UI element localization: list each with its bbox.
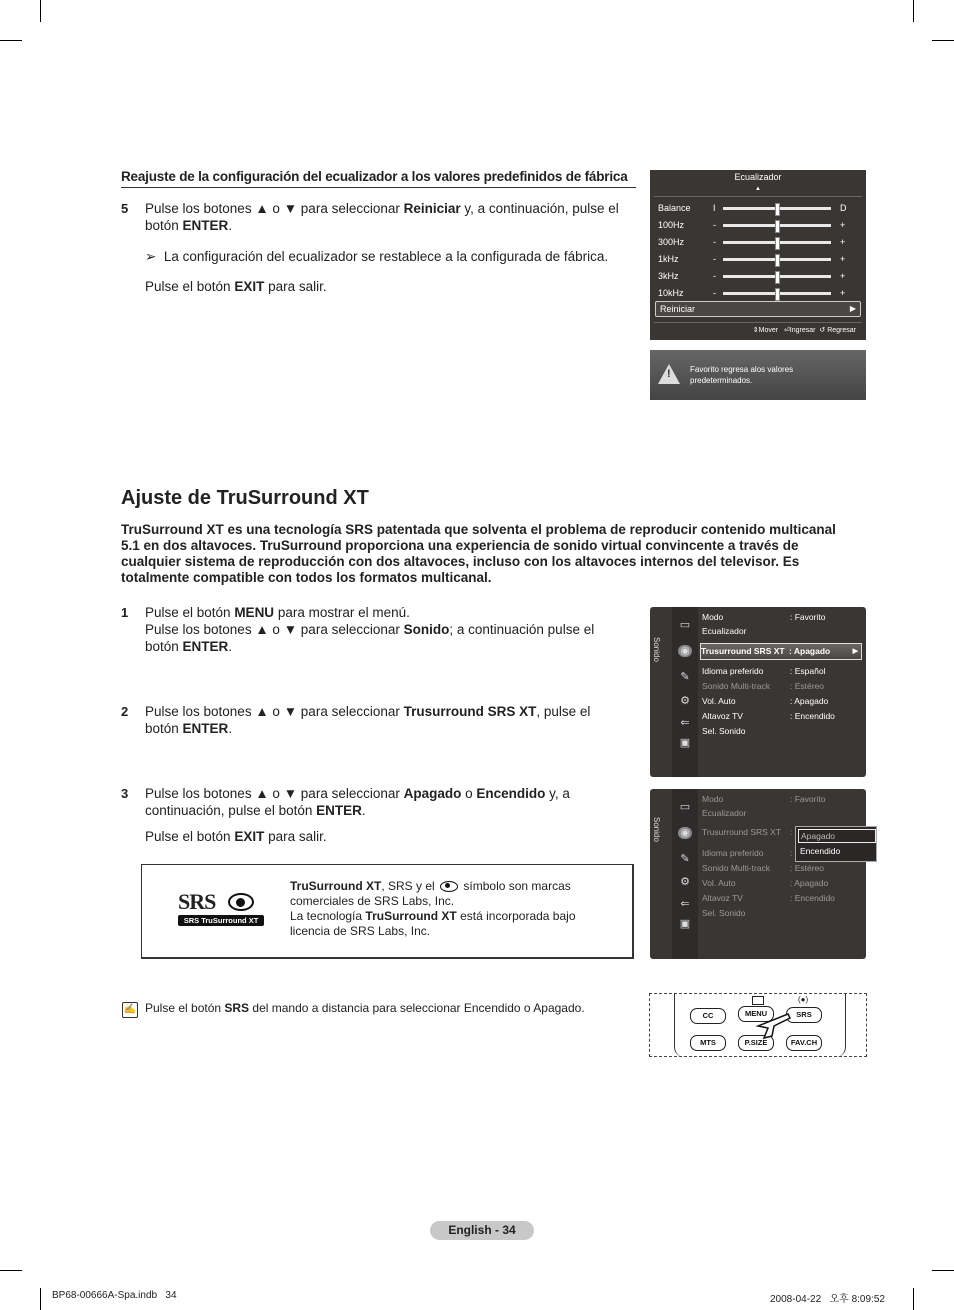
menu-item-label: Trusurround SRS XT: [702, 827, 782, 837]
menu-item-label: Sel. Sonido: [702, 726, 746, 736]
divider: [654, 322, 862, 323]
application-icon: ▣: [679, 737, 691, 749]
menu-item-value: : Apagado: [790, 696, 829, 706]
menu-item-value: : Estéreo: [790, 681, 825, 691]
menu-side-label: Sonido: [652, 637, 661, 662]
input-icon: ⇐: [680, 898, 690, 910]
divider: [654, 196, 862, 197]
menu-item[interactable]: [702, 806, 862, 821]
tip-icon: ✍: [122, 1002, 138, 1018]
menu-item-label: Ecualizador: [702, 808, 747, 818]
crop-mark: [0, 1270, 22, 1271]
menu-item[interactable]: [702, 610, 862, 625]
srs-logo: SRS SRS TruSurround XT: [178, 889, 268, 929]
remote-illustration: [649, 993, 867, 1057]
menu-item[interactable]: [702, 825, 862, 840]
warning-box: ! Favorito regresa alos valores predeterminados.: [650, 350, 866, 400]
eq-label: 3kHz: [658, 271, 679, 281]
eq-minus: -: [713, 288, 716, 298]
menu-item-label: Modo: [702, 794, 724, 804]
sound-menu-panel: [650, 607, 866, 777]
menu-item[interactable]: [700, 643, 862, 660]
exit-text: Pulse el botón EXIT para salir.: [145, 279, 327, 294]
arrow-right-icon: ▶: [852, 648, 858, 655]
eq-row[interactable]: [658, 218, 854, 232]
menu-side-label: Sonido: [652, 817, 661, 842]
eq-row[interactable]: [658, 286, 854, 300]
footer-date: 2008-04-22 오후 8:09:52: [770, 1294, 885, 1305]
srs-symbol-icon: [228, 893, 254, 911]
page-title: Ajuste de TruSurround XT: [121, 487, 369, 509]
menu-item-label: Sel. Sonido: [702, 908, 746, 918]
eq-plus: +: [840, 237, 846, 247]
eq-minus: -: [713, 220, 716, 230]
picture-icon: ▭: [679, 801, 691, 813]
tip-text: Pulse el botón SRS del mando a distancia para seleccionar Encendido o Apagado.: [145, 1001, 585, 1015]
scroll-up-icon: ▲: [755, 186, 761, 192]
section-heading: Reajuste de la configuración del ecualizador a los valores predefinidos de fábrica: [121, 169, 636, 188]
step-number: 5: [121, 201, 129, 216]
step-5-text: Pulse los botones ▲ o ▼ para seleccionar Reiniciar y, a continuación, pulse el botón ENTER.: [145, 201, 619, 233]
setup-icon: ⚙: [680, 695, 690, 707]
favch-button[interactable]: FAV.CH: [786, 1035, 822, 1051]
menu-item-value: : Encendido: [790, 711, 835, 721]
menu-item-label: Modo: [702, 612, 724, 622]
exit-text: Pulse el botón EXIT para salir.: [145, 829, 327, 844]
menu-item-value: : Español: [790, 666, 826, 676]
step-number: 1: [121, 605, 129, 620]
menu-item-label: Altavoz TV: [702, 711, 743, 721]
menu-item-value: : Encendido: [790, 893, 835, 903]
menu-item-value: : Estéreo: [790, 863, 825, 873]
eq-minus: I: [713, 203, 716, 213]
eq-label: Balance: [658, 203, 691, 213]
eq-row[interactable]: [658, 252, 854, 266]
eq-slider-knob[interactable]: [775, 237, 780, 250]
reset-button[interactable]: Reiniciar ▶: [655, 301, 861, 317]
eq-slider-knob[interactable]: [775, 203, 780, 216]
srs-button[interactable]: SRS: [786, 1007, 822, 1023]
crop-mark: [40, 1288, 41, 1310]
input-icon: ⇐: [680, 717, 690, 729]
menu-item-label: Vol. Auto: [702, 878, 736, 888]
intro-paragraph: TruSurround XT es una tecnología SRS patentada que solventa el problema de reproducir contenido multicanal 5.1 en dos altavoces. TruSurround proporciona una experiencia de sonido virtual convincente a través de cualquier sistema de reproducción con dos altavoces, incluso con los altavoces internos del televisor. Es totalmente compatible con todos los formatos multicanal.: [121, 522, 836, 585]
channel-icon: ✎: [680, 671, 690, 683]
eq-label: 100Hz: [658, 220, 685, 230]
menu-item-value: : Apagado: [789, 646, 831, 656]
menu-item-value: :: [790, 827, 793, 837]
eq-minus: -: [713, 271, 716, 281]
channel-icon: ✎: [680, 853, 690, 865]
eq-label: 300Hz: [658, 237, 685, 247]
menu-item[interactable]: [702, 624, 862, 639]
eq-slider-knob[interactable]: [775, 254, 780, 267]
srs-trademark-box: SRS SRS TruSurround XT TruSurround XT, SRS y el símbolo son marcas comerciales de SRS Labs, Inc. La tecnología TruSurround XT está incorporada bajo licencia de SRS Labs, Inc.: [141, 864, 634, 959]
menu-item-label: Ecualizador: [702, 626, 747, 636]
page-number-badge: English - 34: [430, 1221, 534, 1240]
mts-button[interactable]: MTS: [690, 1035, 726, 1051]
eq-plus: +: [840, 220, 846, 230]
arrow-right-icon: ▶: [849, 304, 856, 313]
enter-icon: ⏎: [783, 327, 790, 334]
step-1-text: Pulse el botón MENU para mostrar el menú. Pulse los botones ▲ o ▼ para seleccionar Sonido; a continuación pulse el botón ENTER.: [145, 605, 595, 654]
eq-plus: +: [840, 271, 846, 281]
menu-icon-column: [672, 607, 698, 777]
note-text: ➢ La configuración del ecualizador se restablece a la configurada de fábrica.: [145, 249, 609, 264]
menu-item[interactable]: [702, 724, 862, 739]
psize-button[interactable]: P.SIZE: [738, 1035, 774, 1051]
sound-menu-panel-options: [650, 789, 866, 959]
nav-hints: ⇕Mover ⏎Ingresar ↺ Regresar: [752, 327, 856, 334]
step-number: 2: [121, 704, 129, 719]
eq-slider-track[interactable]: [723, 292, 831, 295]
menu-item[interactable]: [702, 891, 862, 906]
move-icon: ⇕: [752, 327, 759, 334]
sound-icon: ◉: [678, 827, 692, 839]
eq-slider-track[interactable]: [723, 258, 831, 261]
eq-slider-knob[interactable]: [775, 220, 780, 233]
menu-item[interactable]: [702, 792, 862, 807]
eq-slider-track[interactable]: [723, 207, 831, 210]
setup-icon: ⚙: [680, 876, 690, 888]
sound-icon: ◉: [678, 645, 692, 657]
application-icon: ▣: [679, 918, 691, 930]
menu-item-label: Idioma preferido: [702, 848, 764, 858]
menu-icon: [752, 996, 764, 1005]
eq-plus: D: [840, 203, 847, 213]
crop-mark: [913, 1288, 914, 1310]
menu-item[interactable]: [702, 846, 862, 861]
equalizer-panel: [650, 170, 866, 340]
menu-item[interactable]: [702, 709, 862, 724]
note-arrow-icon: ➢: [145, 249, 157, 264]
crop-mark: [913, 0, 914, 22]
menu-item-value: :: [790, 848, 793, 858]
menu-item-label: Sonido Multi-track: [702, 681, 771, 691]
menu-item[interactable]: [702, 876, 862, 891]
crop-mark: [932, 40, 954, 41]
menu-item[interactable]: [702, 664, 862, 679]
eq-slider-track[interactable]: [723, 224, 831, 227]
step-2-text: Pulse los botones ▲ o ▼ para seleccionar Trusurround SRS XT, pulse el botón ENTER.: [145, 704, 591, 736]
cc-button[interactable]: CC: [690, 1008, 726, 1024]
pointer-arrow-icon: [754, 1012, 794, 1040]
panel-title: Ecualizador: [734, 172, 782, 182]
option-encendido[interactable]: Encendido: [800, 846, 841, 856]
eq-row[interactable]: [658, 269, 854, 283]
menu-item-label: Trusurround SRS XT: [701, 646, 785, 656]
menu-item[interactable]: [702, 861, 862, 876]
menu-item[interactable]: [702, 679, 862, 694]
menu-item-label: Vol. Auto: [702, 696, 736, 706]
srs-icon: (●): [798, 995, 809, 1004]
menu-item-value: : Apagado: [790, 878, 829, 888]
eq-slider-track[interactable]: [723, 241, 831, 244]
eq-plus: +: [840, 254, 846, 264]
step-3-text: Pulse los botones ▲ o ▼ para seleccionar Apagado o Encendido y, a continuación, pulse el botón ENTER.: [145, 786, 570, 818]
eq-plus: +: [840, 288, 846, 298]
eq-row[interactable]: [658, 201, 854, 215]
eq-slider-knob[interactable]: [775, 271, 780, 284]
menu-item-label: Idioma preferido: [702, 666, 764, 676]
crop-mark: [0, 40, 22, 41]
menu-item-label: Altavoz TV: [702, 893, 743, 903]
eq-minus: -: [713, 237, 716, 247]
eq-label: 1kHz: [658, 254, 679, 264]
eq-label: 10kHz: [658, 288, 684, 298]
picture-icon: ▭: [679, 619, 691, 631]
eq-slider-knob[interactable]: [775, 288, 780, 301]
menu-item-label: Sonido Multi-track: [702, 863, 771, 873]
step-number: 3: [121, 786, 129, 801]
return-icon: ↺: [819, 327, 826, 334]
eq-minus: -: [713, 254, 716, 264]
menu-button[interactable]: MENU: [738, 1006, 774, 1022]
eq-slider-track[interactable]: [723, 275, 831, 278]
option-apagado[interactable]: Apagado: [798, 829, 876, 843]
srs-symbol-icon: [440, 881, 458, 892]
menu-item-value: : Favorito: [790, 612, 826, 622]
menu-icon-column: [672, 789, 698, 959]
footer-file: BP68-00666A-Spa.indb 34: [52, 1290, 177, 1301]
crop-mark: [932, 1270, 954, 1271]
menu-item[interactable]: [702, 906, 862, 921]
eq-row[interactable]: [658, 235, 854, 249]
crop-mark: [40, 0, 41, 22]
menu-item[interactable]: [702, 694, 862, 709]
menu-item-value: : Favorito: [790, 794, 826, 804]
